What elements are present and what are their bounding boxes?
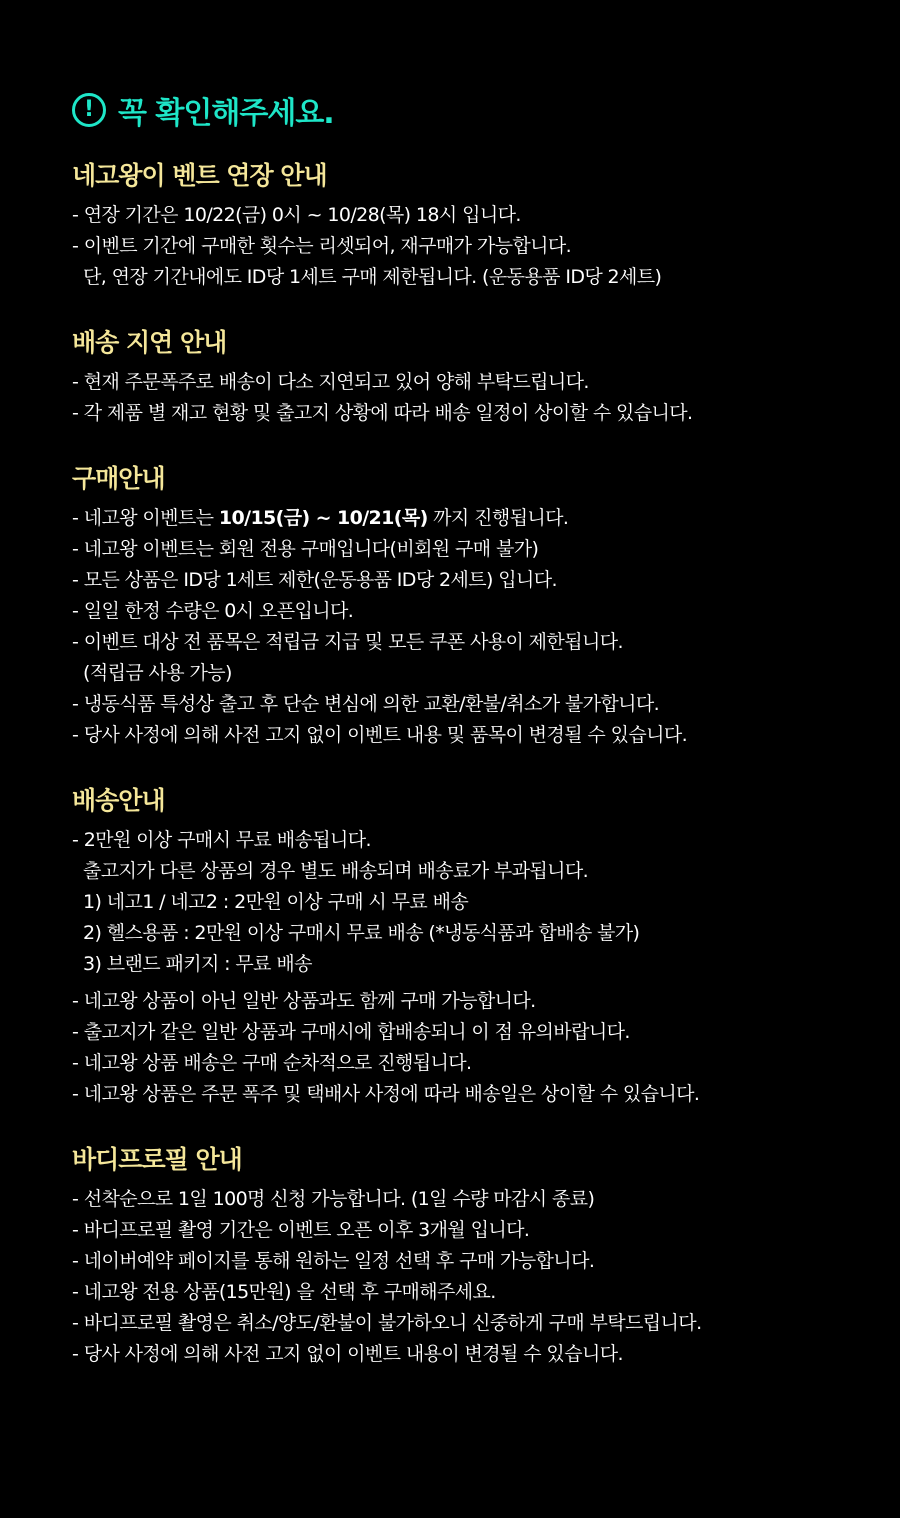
list-item: 1) 네고1 / 네고2 : 2만원 이상 구매 시 무료 배송 xyxy=(83,891,469,913)
list-item xyxy=(72,503,872,534)
notice-header xyxy=(72,88,872,132)
list-item: - 각 제품 별 재고 현황 및 출고지 상황에 따라 배송 일정이 상이할 수 있습니다. xyxy=(72,402,693,424)
list-item: - 이벤트 기간에 구매한 횟수는 리셋되어, 재구매가 가능합니다. xyxy=(72,235,572,257)
section-title: 배송안내 xyxy=(72,786,165,815)
list-item: - 바디프로필 촬영은 취소/양도/환불이 불가하오니 신중하게 구매 부탁드립니다. xyxy=(72,1312,702,1334)
section-purchase-info xyxy=(72,461,872,751)
list-item: - 연장 기간은 10/22(금) 0시 ~ 10/28(목) 18시 입니다. xyxy=(72,204,521,226)
notice-page xyxy=(72,88,872,1402)
list-item: - 현재 주문폭주로 배송이 다소 지연되고 있어 양해 부탁드립니다. xyxy=(72,371,589,393)
list-item: - 당사 사정에 의해 사전 고지 없이 이벤트 내용이 변경될 수 있습니다. xyxy=(72,1343,623,1365)
exclamation-circle-icon: ! xyxy=(72,93,106,127)
list-item: 단, 연장 기간내에도 ID당 1세트 구매 제한됩니다. (운동용품 ID당 2세트) xyxy=(83,266,662,288)
list-item: - 출고지가 같은 일반 상품과 구매시에 합배송되니 이 점 유의바랍니다. xyxy=(72,1021,630,1043)
list-item: 출고지가 다른 상품의 경우 별도 배송되며 배송료가 부과됩니다. xyxy=(83,860,589,882)
notice-title: 꼭 확인해주세요. xyxy=(118,96,334,131)
list-item: - 바디프로필 촬영 기간은 이벤트 오픈 이후 3개월 입니다. xyxy=(72,1219,530,1241)
event-period: 10/15(금) ~ 10/21(목) xyxy=(218,507,428,529)
section-event-extension xyxy=(72,158,872,293)
list-item: - 네고왕 상품 배송은 구매 순차적으로 진행됩니다. xyxy=(72,1052,472,1074)
period-suffix: 까지 진행됩니다. xyxy=(427,507,569,529)
list-item: - 선착순으로 1일 100명 신청 가능합니다. (1일 수량 마감시 종료) xyxy=(72,1188,595,1210)
section-title: 구매안내 xyxy=(72,464,165,493)
list-item: - 일일 한정 수량은 0시 오픈입니다. xyxy=(72,600,354,622)
list-item: - 네고왕 전용 상품(15만원) 을 선택 후 구매해주세요. xyxy=(72,1281,496,1303)
section-shipping-delay xyxy=(72,325,872,429)
list-item: - 네고왕 상품이 아닌 일반 상품과도 함께 구매 가능합니다. xyxy=(72,990,536,1012)
period-prefix: - 네고왕 이벤트는 xyxy=(72,507,219,529)
list-item: - 네이버예약 페이지를 통해 원하는 일정 선택 후 구매 가능합니다. xyxy=(72,1250,595,1272)
list-item: (적립금 사용 가능) xyxy=(83,662,232,684)
list-item: - 네고왕 상품은 주문 폭주 및 택배사 사정에 따라 배송일은 상이할 수 있습니다. xyxy=(72,1083,700,1105)
section-shipping-info xyxy=(72,783,872,1110)
section-body-profile xyxy=(72,1142,872,1370)
section-title: 바디프로필 안내 xyxy=(72,1145,242,1174)
list-item: - 이벤트 대상 전 품목은 적립금 지급 및 모든 쿠폰 사용이 제한됩니다. xyxy=(72,631,623,653)
list-item: - 모든 상품은 ID당 1세트 제한(운동용품 ID당 2세트) 입니다. xyxy=(72,569,557,591)
list-item: - 냉동식품 특성상 출고 후 단순 변심에 의한 교환/환불/취소가 불가합니다. xyxy=(72,693,660,715)
list-item: 2) 헬스용품 : 2만원 이상 구매시 무료 배송 (*냉동식품과 합배송 불가) xyxy=(83,922,640,944)
section-title: 배송 지연 안내 xyxy=(72,328,227,357)
list-item: 3) 브랜드 패키지 : 무료 배송 xyxy=(83,953,312,975)
list-item: - 2만원 이상 구매시 무료 배송됩니다. xyxy=(72,829,371,851)
list-item: - 당사 사정에 의해 사전 고지 없이 이벤트 내용 및 품목이 변경될 수 있습니다. xyxy=(72,724,688,746)
list-item: - 네고왕 이벤트는 회원 전용 구매입니다(비회원 구매 불가) xyxy=(72,538,539,560)
section-title: 네고왕이 벤트 연장 안내 xyxy=(72,161,327,190)
